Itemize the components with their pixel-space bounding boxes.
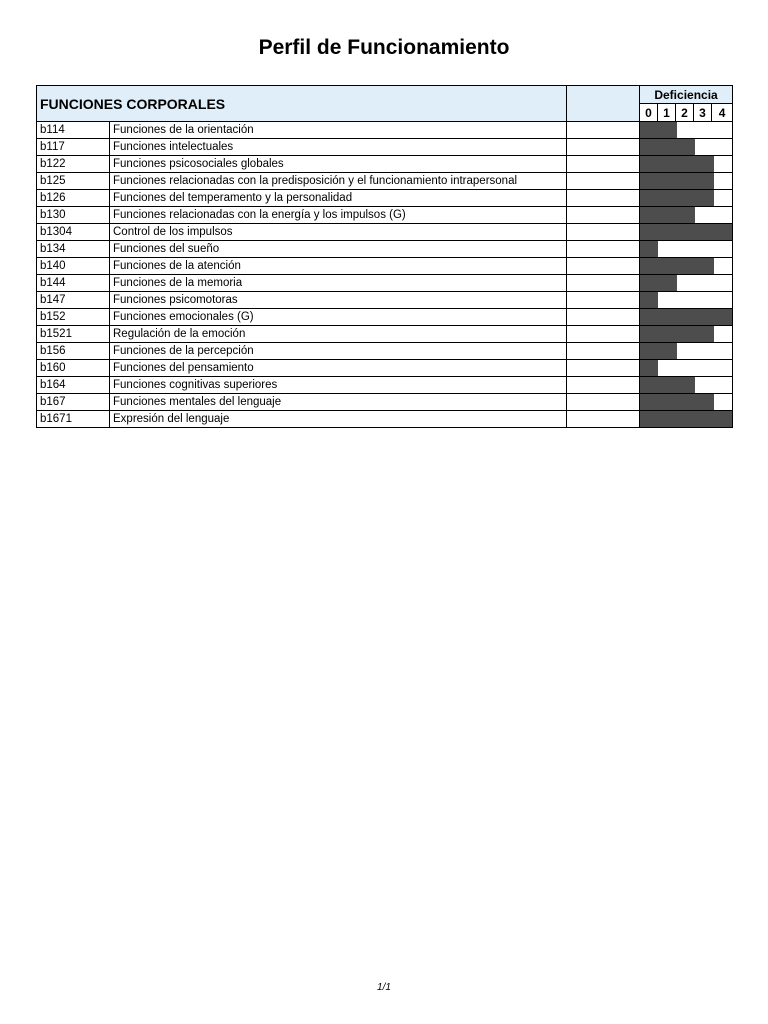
deficiency-bar-cell: [640, 241, 733, 258]
row-label: Funciones del temperamento y la personalidad: [110, 190, 567, 207]
table-row: [37, 207, 733, 224]
table-row: [37, 139, 733, 156]
row-label: Control de los impulsos: [110, 224, 567, 241]
row-spacer: [567, 258, 640, 275]
deficiency-bar-cell: [640, 190, 733, 207]
row-code: b1304: [37, 224, 110, 241]
deficiency-bar: [640, 139, 695, 155]
row-label: Expresión del lenguaje: [110, 411, 567, 428]
row-code: b140: [37, 258, 110, 275]
table-row: [37, 411, 733, 428]
deficiency-bar-cell: [640, 275, 733, 292]
row-spacer: [567, 156, 640, 173]
row-label: Funciones mentales del lenguaje: [110, 394, 567, 411]
scale-level-2: 2: [676, 104, 694, 122]
table-row: [37, 241, 733, 258]
functioning-profile-table: [36, 85, 733, 428]
row-label: Funciones de la memoria: [110, 275, 567, 292]
deficiency-bar-cell: [640, 122, 733, 139]
table-row: [37, 275, 733, 292]
row-label: Funciones de la orientación: [110, 122, 567, 139]
row-spacer: [567, 377, 640, 394]
row-label: Funciones psicosociales globales: [110, 156, 567, 173]
row-spacer: [567, 139, 640, 156]
deficiency-bar-cell: [640, 292, 733, 309]
deficiency-bar: [640, 156, 714, 172]
row-label: Funciones intelectuales: [110, 139, 567, 156]
deficiency-bar: [640, 394, 714, 410]
row-label: Funciones psicomotoras: [110, 292, 567, 309]
row-label: Funciones cognitivas superiores: [110, 377, 567, 394]
deficiency-bar-cell: [640, 343, 733, 360]
deficiency-bar: [640, 377, 695, 393]
scale-level-1: 1: [658, 104, 676, 122]
row-spacer: [567, 343, 640, 360]
deficiency-bar-cell: [640, 377, 733, 394]
deficiency-bar: [640, 122, 677, 138]
row-code: b160: [37, 360, 110, 377]
page-number: 1/1: [377, 982, 391, 993]
row-code: b144: [37, 275, 110, 292]
row-spacer: [567, 224, 640, 241]
row-code: b125: [37, 173, 110, 190]
deficiency-bar-cell: [640, 411, 733, 428]
table-row: [37, 343, 733, 360]
row-code: b152: [37, 309, 110, 326]
row-spacer: [567, 207, 640, 224]
row-code: b130: [37, 207, 110, 224]
deficiency-bar: [640, 207, 695, 223]
deficiency-bar-cell: [640, 156, 733, 173]
deficiency-bar: [640, 309, 732, 325]
scale-level-0: 0: [640, 104, 658, 122]
row-label: Funciones del pensamiento: [110, 360, 567, 377]
row-label: Funciones relacionadas con la energía y los impulsos (G): [110, 207, 567, 224]
row-spacer: [567, 394, 640, 411]
table-row: [37, 326, 733, 343]
deficiency-bar: [640, 190, 714, 206]
row-code: b156: [37, 343, 110, 360]
row-spacer: [567, 309, 640, 326]
scale-title: Deficiencia: [640, 86, 733, 104]
scale-level-3: 3: [694, 104, 712, 122]
table-row: [37, 394, 733, 411]
row-label: Funciones de la percepción: [110, 343, 567, 360]
table-row: [37, 360, 733, 377]
row-label: Funciones emocionales (G): [110, 309, 567, 326]
row-spacer: [567, 173, 640, 190]
deficiency-bar: [640, 224, 732, 240]
row-spacer: [567, 360, 640, 377]
row-spacer: [567, 326, 640, 343]
table-row: [37, 173, 733, 190]
row-code: b1671: [37, 411, 110, 428]
deficiency-bar-cell: [640, 394, 733, 411]
row-code: b147: [37, 292, 110, 309]
deficiency-bar: [640, 343, 677, 359]
row-label: Funciones de la atención: [110, 258, 567, 275]
header-spacer: [567, 86, 640, 122]
table-row: [37, 156, 733, 173]
deficiency-bar: [640, 275, 677, 291]
row-label: Regulación de la emoción: [110, 326, 567, 343]
row-spacer: [567, 411, 640, 428]
row-code: b1521: [37, 326, 110, 343]
row-code: b117: [37, 139, 110, 156]
table-row: [37, 190, 733, 207]
deficiency-bar-cell: [640, 173, 733, 190]
deficiency-bar: [640, 292, 658, 308]
deficiency-bar-cell: [640, 326, 733, 343]
row-code: b122: [37, 156, 110, 173]
deficiency-bar-cell: [640, 258, 733, 275]
deficiency-bar: [640, 360, 658, 376]
section-title: FUNCIONES CORPORALES: [37, 86, 567, 122]
row-label: Funciones del sueño: [110, 241, 567, 258]
row-code: b134: [37, 241, 110, 258]
table-row: [37, 122, 733, 139]
row-spacer: [567, 275, 640, 292]
row-spacer: [567, 292, 640, 309]
deficiency-bar: [640, 258, 714, 274]
deficiency-bar-cell: [640, 360, 733, 377]
scale-level-4: 4: [712, 104, 733, 122]
page-title: Perfil de Funcionamiento: [258, 36, 510, 59]
row-code: b114: [37, 122, 110, 139]
table-row: [37, 224, 733, 241]
deficiency-bar: [640, 173, 714, 189]
deficiency-bar-cell: [640, 224, 733, 241]
deficiency-bar: [640, 326, 714, 342]
table-row: [37, 292, 733, 309]
row-spacer: [567, 190, 640, 207]
deficiency-bar: [640, 411, 732, 427]
table-row: [37, 309, 733, 326]
table-row: [37, 258, 733, 275]
row-spacer: [567, 122, 640, 139]
row-code: b167: [37, 394, 110, 411]
deficiency-bar: [640, 241, 658, 257]
row-label: Funciones relacionadas con la predisposición y el funcionamiento intrapersonal: [110, 173, 567, 190]
row-spacer: [567, 241, 640, 258]
table-row: [37, 377, 733, 394]
deficiency-bar-cell: [640, 309, 733, 326]
deficiency-bar-cell: [640, 139, 733, 156]
row-code: b126: [37, 190, 110, 207]
row-code: b164: [37, 377, 110, 394]
deficiency-bar-cell: [640, 207, 733, 224]
